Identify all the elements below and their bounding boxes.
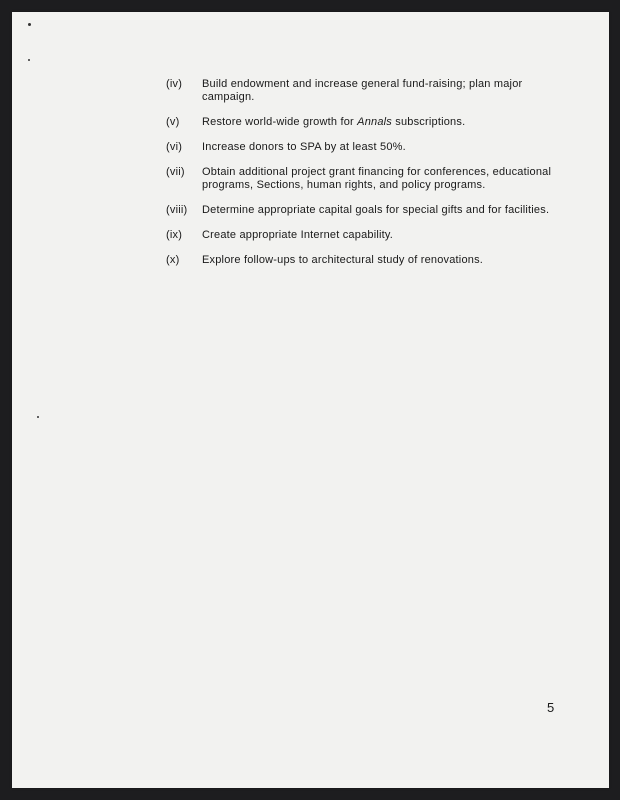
dust-speck: [28, 59, 30, 61]
list-item: [166, 78, 566, 104]
dust-speck: [28, 23, 31, 26]
item-number: (x): [166, 254, 180, 266]
objectives-list: [166, 78, 566, 279]
item-number: (viii): [166, 204, 188, 216]
item-text-italic: Annals: [357, 116, 393, 128]
item-text-end: subscriptions.: [392, 116, 466, 128]
list-item: [166, 204, 566, 217]
item-text: Explore follow-ups to architectural study of renovations.: [202, 254, 484, 266]
dust-speck: [37, 416, 39, 418]
item-number: (vii): [166, 166, 185, 178]
item-text: Obtain additional project grant financing for conferences, educational programs, Sections, human rights, and policy programs.: [202, 166, 552, 191]
item-text: Increase donors to SPA by at least 50%.: [202, 141, 406, 153]
item-number: (ix): [166, 229, 183, 241]
list-item: [166, 141, 566, 154]
item-text-start: Restore world-wide growth for: [202, 116, 358, 128]
item-text: Build endowment and increase general fund-raising; plan major campaign.: [202, 78, 523, 103]
list-item: [166, 254, 566, 267]
document-page: [12, 12, 609, 788]
item-number: (iv): [166, 78, 183, 90]
item-number: (vi): [166, 141, 183, 153]
item-text: Determine appropriate capital goals for special gifts and for facilities.: [202, 204, 550, 216]
item-text: Create appropriate Internet capability.: [202, 229, 394, 241]
list-item: [166, 166, 566, 192]
list-item: [166, 116, 566, 129]
page-number: 5: [547, 700, 555, 715]
item-text: [202, 116, 566, 129]
list-item: [166, 229, 566, 242]
item-number: (v): [166, 116, 180, 128]
